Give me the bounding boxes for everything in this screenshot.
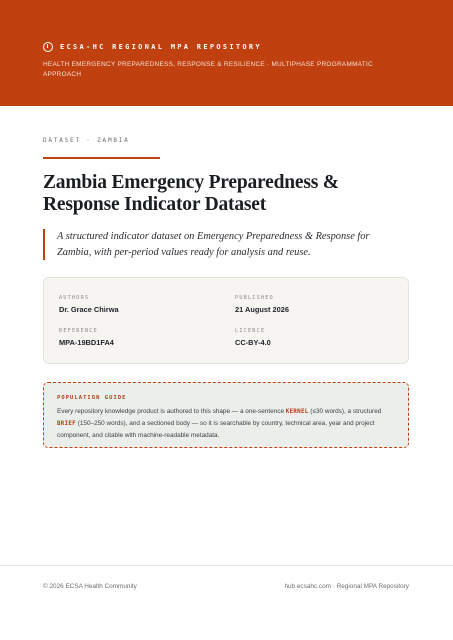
reference-label: REFERENCE	[59, 328, 98, 334]
lede-text: A structured indicator dataset on Emergency Preparedness & Response for Zambia, with per-period values ready for analysis and reuse.	[57, 231, 370, 258]
brand-name: ECSA-HC REGIONAL MPA REPOSITORY	[60, 43, 262, 51]
kernel-keyword: KERNEL	[285, 409, 309, 415]
licence-label: LICENCE	[235, 328, 266, 334]
authors-label: AUTHORS	[59, 295, 90, 301]
footer-site-link[interactable]: hub.ecsahc.com · Regional MPA Repository	[284, 583, 409, 590]
footer-copyright: © 2026 ECSA Health Community	[43, 583, 137, 590]
guide-body	[57, 406, 397, 441]
header-subtitle: HEALTH EMERGENCY PREPAREDNESS, RESPONSE & RESILIENCE · MULTIPHASE PROGRAMMATIC APPROACH	[43, 61, 373, 78]
authors-value: Dr. Grace Chirwa	[59, 305, 119, 314]
metadata-card	[43, 277, 409, 364]
guide-text-2: (≤30 words), a structured	[308, 408, 382, 415]
published-value: 21 August 2026	[235, 305, 289, 314]
guide-text-1: Every repository knowledge product is authored to this shape — a one-sentence	[57, 408, 286, 415]
power-icon	[43, 42, 53, 52]
population-guide	[43, 382, 409, 448]
licence-value: CC-BY-4.0	[235, 338, 271, 347]
guide-text-3: (150–250 words), and a sectioned body — so it is searchable by country, technical area, year and project component, and citable with machine-readable metadata.	[57, 420, 375, 439]
published-label: PUBLISHED	[235, 295, 274, 301]
dataset-kicker: DATASET · ZAMBIA	[43, 137, 130, 144]
lede-quote	[43, 229, 393, 260]
reference-value: MPA-19BD1FA4	[59, 338, 114, 347]
brief-keyword: BRIEF	[57, 421, 76, 427]
page-title: Zambia Emergency Preparedness & Response Indicator Dataset	[43, 172, 339, 215]
header-banner	[0, 0, 453, 106]
brand[interactable]	[43, 42, 262, 52]
guide-title: POPULATION GUIDE	[57, 395, 127, 401]
kicker-divider	[43, 157, 160, 159]
footer-divider	[0, 565, 453, 566]
